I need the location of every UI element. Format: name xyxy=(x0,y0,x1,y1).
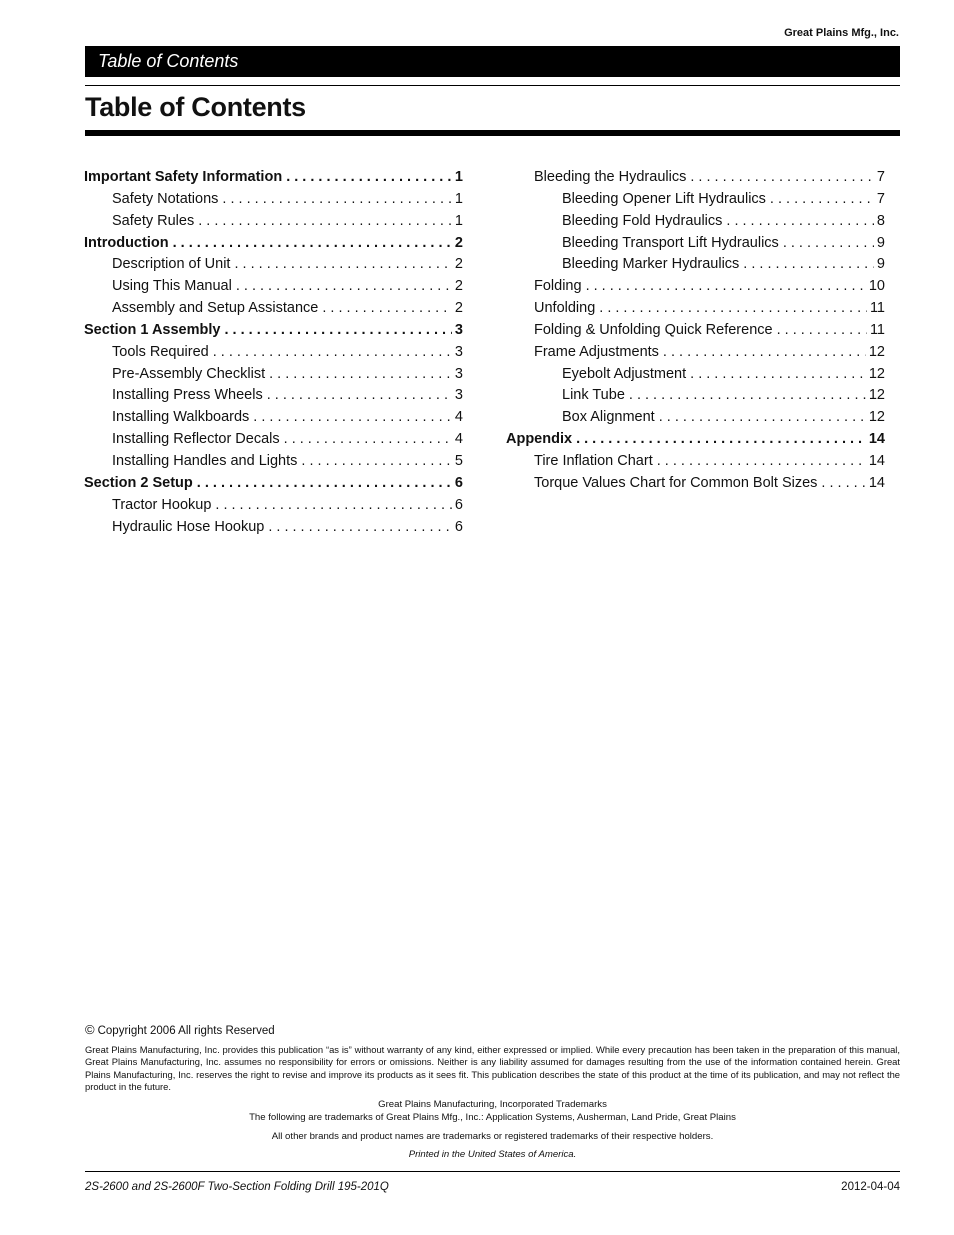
copyright-line xyxy=(85,1022,275,1037)
toc-entry[interactable] xyxy=(506,167,885,189)
toc-entry-title: Box Alignment xyxy=(562,409,655,426)
toc-leader-dots xyxy=(582,276,866,298)
toc-entry[interactable] xyxy=(506,298,885,320)
toc-leader-dots xyxy=(686,167,874,189)
toc-right-column xyxy=(506,167,885,495)
other-brands-notice: All other brands and product names are trademarks or registered trademarks of their respective holders. xyxy=(271,1131,714,1142)
toc-entry-title: Appendix xyxy=(506,431,573,448)
toc-entry[interactable] xyxy=(506,254,885,276)
toc-entry[interactable] xyxy=(84,385,463,407)
toc-leader-dots xyxy=(280,429,452,451)
toc-entry-page: 5 xyxy=(454,452,463,469)
toc-entry[interactable] xyxy=(84,189,463,211)
toc-entry[interactable] xyxy=(506,407,885,429)
toc-entry-title: Link Tube xyxy=(562,387,625,404)
company-name: Great Plains Mfg., Inc. xyxy=(784,27,899,39)
toc-entry-title: Using This Manual xyxy=(112,278,232,295)
toc-entry[interactable] xyxy=(84,429,463,451)
toc-entry[interactable] xyxy=(506,429,885,451)
toc-leader-dots xyxy=(194,211,452,233)
toc-entry-title: Folding & Unfolding Quick Reference xyxy=(534,321,773,338)
toc-leader-dots xyxy=(722,211,874,233)
toc-entry[interactable] xyxy=(84,407,463,429)
toc-entry-title: Tractor Hookup xyxy=(112,496,212,513)
toc-entry-title: Bleeding Transport Lift Hydraulics xyxy=(562,234,779,251)
toc-leader-dots xyxy=(193,473,452,495)
toc-entry-title: Pre-Assembly Checklist xyxy=(112,365,266,382)
toc-entry[interactable] xyxy=(506,385,885,407)
toc-leader-dots xyxy=(739,254,874,276)
toc-entry-title: Bleeding Opener Lift Hydraulics xyxy=(562,190,766,207)
toc-entry[interactable] xyxy=(506,364,885,386)
toc-entry[interactable] xyxy=(506,276,885,298)
toc-entry-title: Torque Values Chart for Common Bolt Sizes xyxy=(534,474,818,491)
toc-entry-page: 1 xyxy=(454,212,463,229)
trademarks-list: The following are trademarks of Great Plains Mfg., Inc.: Application Systems, Ausherman, Land Pride, Great Plains xyxy=(249,1112,736,1123)
toc-entry-page: 1 xyxy=(454,190,463,207)
toc-leader-dots xyxy=(264,517,452,539)
toc-leader-dots xyxy=(572,429,866,451)
toc-leader-dots xyxy=(318,298,452,320)
toc-entry[interactable] xyxy=(84,298,463,320)
toc-leader-dots xyxy=(232,276,452,298)
toc-leader-dots xyxy=(265,364,452,386)
toc-entry-title: Eyebolt Adjustment xyxy=(562,365,687,382)
toc-entry-title: Important Safety Information xyxy=(84,169,283,185)
toc-entry-title: Frame Adjustments xyxy=(534,343,659,360)
toc-entry-page: 2 xyxy=(454,300,463,317)
printed-in-notice: Printed in the United States of America. xyxy=(408,1149,577,1160)
toc-leader-dots xyxy=(766,189,874,211)
toc-entry-page: 9 xyxy=(876,234,885,251)
toc-leader-dots xyxy=(655,407,866,429)
toc-entry-page: 12 xyxy=(868,343,885,360)
toc-entry-page: 14 xyxy=(868,474,885,491)
toc-entry-title: Tire Inflation Chart xyxy=(534,452,653,469)
toc-entry-page: 3 xyxy=(454,321,463,338)
toc-entry-title: Installing Handles and Lights xyxy=(112,452,298,469)
toc-entry-title: Bleeding Marker Hydraulics xyxy=(562,256,740,273)
toc-entry-title: Installing Reflector Decals xyxy=(112,431,280,448)
toc-entry-page: 2 xyxy=(454,234,463,251)
toc-entry-title: Description of Unit xyxy=(112,256,231,273)
toc-leader-dots xyxy=(263,385,452,407)
toc-leader-dots xyxy=(686,364,866,386)
toc-entry-title: Bleeding the Hydraulics xyxy=(534,169,687,185)
footer-divider xyxy=(85,1171,900,1172)
toc-entry-page: 10 xyxy=(868,278,885,295)
toc-entry-page: 6 xyxy=(454,474,463,491)
toc-leader-dots xyxy=(625,385,866,407)
toc-leader-dots xyxy=(282,167,452,189)
toc-entry-page: 7 xyxy=(876,190,885,207)
toc-entry-title: Safety Notations xyxy=(112,190,219,207)
toc-entry-page: 7 xyxy=(876,169,885,185)
toc-leader-dots xyxy=(211,495,452,517)
toc-entry-page: 12 xyxy=(868,387,885,404)
toc-entry[interactable] xyxy=(84,342,463,364)
toc-leader-dots xyxy=(659,342,866,364)
toc-entry-page: 2 xyxy=(454,256,463,273)
toc-entry[interactable] xyxy=(506,473,885,495)
toc-entry-title: Introduction xyxy=(84,234,169,251)
toc-entry[interactable] xyxy=(84,233,463,255)
toc-entry-page: 4 xyxy=(454,409,463,426)
toc-entry-page: 3 xyxy=(454,365,463,382)
toc-entry-title: Section 1 Assembly xyxy=(84,321,221,338)
toc-leader-dots xyxy=(653,451,866,473)
toc-entry[interactable] xyxy=(506,342,885,364)
toc-entry-page: 6 xyxy=(454,518,463,535)
toc-leader-dots xyxy=(220,320,451,342)
toc-entry-title: Assembly and Setup Assistance xyxy=(112,300,319,317)
title-divider xyxy=(85,130,900,136)
toc-entry[interactable] xyxy=(84,517,463,539)
toc-entry-page: 12 xyxy=(868,409,885,426)
section-banner: Table of Contents xyxy=(85,46,900,77)
toc-entry-title: Installing Walkboards xyxy=(112,409,250,426)
footer-date: 2012-04-04 xyxy=(841,1181,900,1193)
toc-leader-dots xyxy=(249,407,452,429)
toc-entry-title: Installing Press Wheels xyxy=(112,387,263,404)
toc-entry-title: Unfolding xyxy=(534,300,596,317)
toc-left-column xyxy=(84,167,463,538)
toc-leader-dots xyxy=(595,298,867,320)
toc-entry-title: Bleeding Fold Hydraulics xyxy=(562,212,723,229)
toc-entry-title: Hydraulic Hose Hookup xyxy=(112,518,265,535)
toc-entry[interactable] xyxy=(84,276,463,298)
footer-doc-title: 2S-2600 and 2S-2600F Two-Section Folding Drill 195-201Q xyxy=(85,1181,389,1193)
toc-entry-page: 9 xyxy=(876,256,885,273)
toc-entry-title: Folding xyxy=(534,278,582,295)
toc-entry[interactable] xyxy=(506,189,885,211)
toc-entry-page: 3 xyxy=(454,343,463,360)
toc-entry[interactable] xyxy=(84,364,463,386)
toc-entry-page: 4 xyxy=(454,431,463,448)
toc-entry-page: 14 xyxy=(868,431,885,448)
trademarks-heading: Great Plains Manufacturing, Incorporated Trademarks xyxy=(378,1099,607,1110)
toc-leader-dots xyxy=(169,233,452,255)
toc-leader-dots xyxy=(209,342,452,364)
toc-leader-dots xyxy=(779,233,874,255)
toc-entry-title: Section 2 Setup xyxy=(84,474,193,491)
toc-entry-page: 11 xyxy=(869,300,885,317)
toc-leader-dots xyxy=(773,320,867,342)
disclaimer-text: Great Plains Manufacturing, Inc. provides this publication “as is” without warranty of any kind, either expressed or implied. While every precaution has been taken in the preparation of this manual, Great Plains Manufacturing, Inc. assumes no responsibility for errors or omissions. Neither is any liability assumed for damages resulting from the use of the information contained herein. Great Plains Manufacturing, Inc. reserves the right to revise and improve its products as it sees fit. This publication describes the state of this product at the time of its publication, and may not reflect the product in the future. xyxy=(85,1044,900,1092)
toc-entry[interactable] xyxy=(506,211,885,233)
toc-entry-page: 1 xyxy=(454,169,463,185)
toc-entry[interactable] xyxy=(84,495,463,517)
toc-entry-page: 6 xyxy=(454,496,463,513)
toc-leader-dots xyxy=(817,473,865,495)
toc-entry-page: 8 xyxy=(876,212,885,229)
toc-entry[interactable] xyxy=(506,320,885,342)
copyright-symbol: © xyxy=(85,1022,95,1037)
toc-entry-page: 2 xyxy=(454,278,463,295)
copyright-text: Copyright 2006 All rights Reserved xyxy=(97,1025,275,1037)
toc-entry-title: Safety Rules xyxy=(112,212,195,229)
toc-leader-dots xyxy=(230,254,451,276)
toc-entry[interactable] xyxy=(84,211,463,233)
toc-entry-title: Tools Required xyxy=(112,343,209,360)
toc-entry[interactable] xyxy=(506,233,885,255)
header-divider xyxy=(85,85,900,86)
toc-entry[interactable] xyxy=(84,451,463,473)
toc-entry[interactable] xyxy=(84,473,463,495)
toc-entry-page: 3 xyxy=(454,387,463,404)
toc-entry[interactable] xyxy=(84,320,463,342)
toc-leader-dots xyxy=(297,451,452,473)
toc-entry-page: 12 xyxy=(868,365,885,382)
toc-entry[interactable] xyxy=(506,451,885,473)
toc-entry-page: 14 xyxy=(868,452,885,469)
toc-entry[interactable] xyxy=(84,167,463,189)
toc-entry-page: 11 xyxy=(869,321,885,338)
page-title: Table of Contents xyxy=(85,92,306,122)
toc-leader-dots xyxy=(218,189,452,211)
toc-entry[interactable] xyxy=(84,254,463,276)
